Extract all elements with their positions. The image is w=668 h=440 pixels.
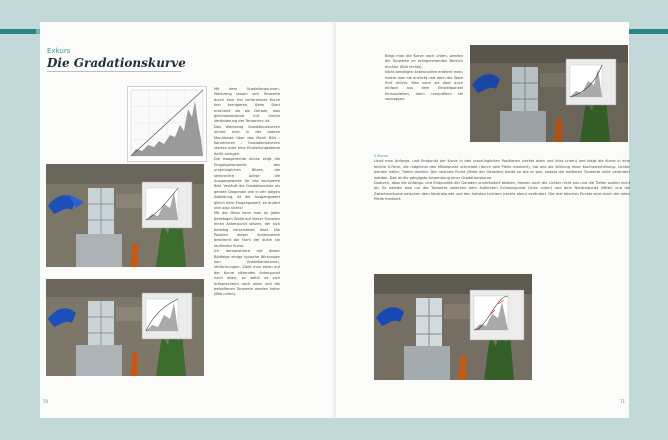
article-kicker: Exkurs (47, 47, 71, 55)
article-title: Die Gradationskurve (47, 56, 186, 70)
right-running-header: Exkurs · Die Gradationskurve (542, 31, 601, 36)
left-paragraph-4: Mit der Maus kann man an jeder beliebigen Stelle auf dieser Geraden einen Ankerpunkt setzen, der sich beliebig verschieben lässt. Die Position dieser Ankerpunkte bestimmt die Form der durch sie laufenden Kurve. (214, 211, 280, 248)
right-top-column (385, 54, 463, 134)
photo-curve-example-3 (470, 45, 628, 142)
s-curve-heading: S-Kurve (374, 154, 388, 158)
left-page-number: 70 (43, 399, 49, 404)
left-body-column (214, 87, 280, 385)
s-curve-section (374, 154, 630, 269)
left-paragraph-1: Mit dem Gradationskurven-Werkzeug lassen sich Tonwerte durch eine frei verformbare Kurve fein korrigieren. Beim Start erscheint sie als Gerade, was gleichbedeutend mit »keine Veränderung der Tonwerte« ist. (214, 87, 280, 124)
left-paragraph-3: Die waagerechte Achse zeigt die Eingangstonwerte des ursprünglichen Bildes, die senkrechte Achse die Ausgangswerte für das korrigierte Bild. Verläuft die Gradationslinie als gerade Diagonale wie in der obigen Abbildung, ist der Ausgangswert gleich dem Eingangswert, es ändert sich also nichts! (214, 157, 280, 210)
photo-curve-example-1 (46, 164, 204, 267)
right-page-number: 71 (620, 399, 626, 404)
photo-s-curve-example (374, 274, 532, 380)
s-curve-paragraph-2: Dadurch, dass die Anfangs- und Endpunkte der Geraden unverändert bleiben, fressen auch die Lichter nicht aus und die Tiefen saufen nicht ab. Es werden also nur die Tonwerte zwischen dem äußersten Schwarzpunkt (links unten) und dem Neutralpunkt (Mitte) und die Zwischenräume zwischen dem Neutralpunkt und den hellsten Lichtern (rechts oben) verändert. Die drei falschen Punkte sind durch die roten Pfeile markiert. (374, 181, 630, 202)
title-rule (47, 71, 181, 72)
right-paragraph-2: Nicht benötigte Ankerpunkte entfernt man, indem man sie anklickt und dann die Taste Entf drückt. Man kann sie aber auch einfach aus dem Einstellpaneel hinausziehen, dann »verpuffen« sie sozusagen. (385, 70, 463, 102)
right-paragraph-1: Biegt man die Kurve nach unten, werden die Tonwerte im entsprechenden Bereich dunkler (Bild rechts). (385, 54, 463, 69)
left-paragraph-2: Das Werkzeug Gradationskurven nimmt man in der oberen Menüleiste über das Menü Bild › Korrekturen › Gradationskurven starten oder eine Einstellungsebene dafür anlegen. (214, 124, 280, 156)
left-paragraph-5: Ich demonstriere mit dieser Bildfolge einige typische Wirkungen von Gradationskurven-Verformungen. Zieht man einen auf der Kurve sitzenden Ankerpunkt nach oben, so wählt es sich entsprechend nach oben und die betroffenen Tonwerte werden heller (Bild unten). (214, 249, 280, 297)
s-curve-paragraph-1: Lässt man Anfangs- und Endpunkt der Kurve in den ursprünglichen Positionen (rechts oben und links unten) und biegt die Kurve in eine leichte S-Form, die möglichst den Mittelpunkt schneidet (durch rote Pfeile markiert), hat das die Wirkung einer Kontrasterhöhung. Lichter werden heller, Tiefen dunkler. Der neutrale Punkt (Mitte der Geraden) bleibt so wie er war, sodass die mittleren Tonwerte nicht verändert werden. Das ist die gängigste Anwendung einer Gradationskurve. (374, 159, 630, 180)
left-running-header: Grundlagen (42, 31, 66, 36)
photo-curve-example-2 (46, 279, 204, 376)
book-gutter (333, 22, 336, 418)
curves-histogram-figure (127, 86, 207, 162)
